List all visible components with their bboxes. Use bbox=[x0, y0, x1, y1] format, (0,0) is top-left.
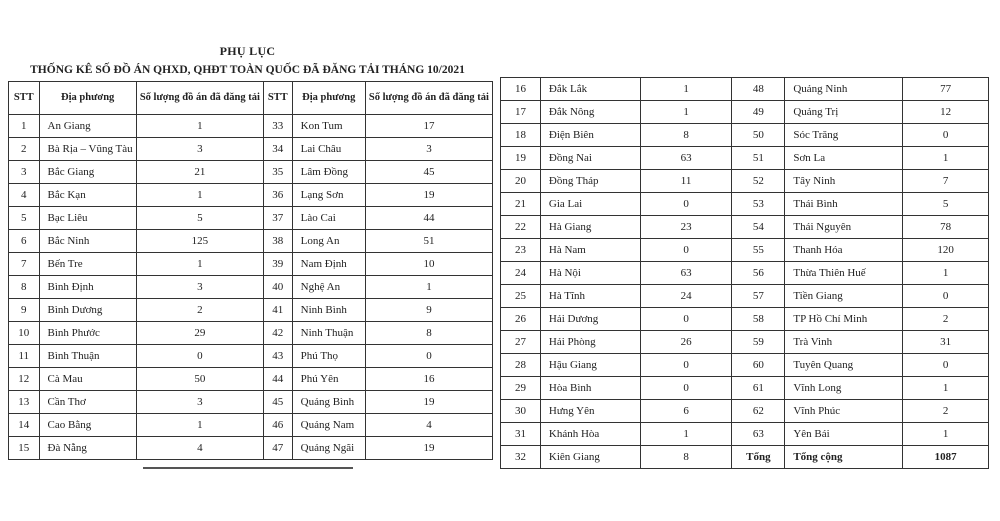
locality-cell: Bến Tre bbox=[39, 253, 136, 276]
count-cell: 1 bbox=[903, 423, 989, 446]
stt-cell: 5 bbox=[9, 207, 40, 230]
stt-cell: 41 bbox=[263, 299, 292, 322]
count-cell: 4 bbox=[136, 437, 263, 460]
count-cell: 7 bbox=[903, 170, 989, 193]
locality-cell: Thái Nguyên bbox=[785, 216, 903, 239]
count-cell: 78 bbox=[903, 216, 989, 239]
locality-cell: Quảng Nam bbox=[292, 414, 365, 437]
count-cell: 29 bbox=[136, 322, 263, 345]
stt-cell: 48 bbox=[732, 78, 785, 101]
locality-cell: Phú Yên bbox=[292, 368, 365, 391]
locality-cell: Hòa Bình bbox=[540, 377, 640, 400]
stt-cell: 57 bbox=[732, 285, 785, 308]
total-value-cell: 1087 bbox=[903, 446, 989, 469]
table-row bbox=[9, 345, 493, 368]
table-row bbox=[501, 101, 989, 124]
count-cell: 3 bbox=[136, 391, 263, 414]
locality-cell: Bình Thuận bbox=[39, 345, 136, 368]
count-cell: 0 bbox=[136, 345, 263, 368]
count-cell: 0 bbox=[640, 193, 732, 216]
table-row bbox=[9, 161, 493, 184]
count-cell: 44 bbox=[365, 207, 492, 230]
count-cell: 0 bbox=[640, 377, 732, 400]
count-cell: 1 bbox=[903, 377, 989, 400]
count-cell: 19 bbox=[365, 391, 492, 414]
locality-cell: Điện Biên bbox=[540, 124, 640, 147]
scan-artifact bbox=[143, 467, 353, 469]
stt-cell: 44 bbox=[263, 368, 292, 391]
stt-cell: 18 bbox=[501, 124, 541, 147]
locality-cell: Lào Cai bbox=[292, 207, 365, 230]
stt-cell: 3 bbox=[9, 161, 40, 184]
stt-cell: 39 bbox=[263, 253, 292, 276]
stt-cell: 1 bbox=[9, 115, 40, 138]
count-cell: 1 bbox=[640, 101, 732, 124]
count-cell: 1 bbox=[136, 115, 263, 138]
stt-cell: 42 bbox=[263, 322, 292, 345]
table-header-row bbox=[9, 82, 493, 115]
stt-cell: 16 bbox=[501, 78, 541, 101]
locality-cell: Lạng Sơn bbox=[292, 184, 365, 207]
count-cell: 120 bbox=[903, 239, 989, 262]
stt-cell: 53 bbox=[732, 193, 785, 216]
table-row bbox=[9, 115, 493, 138]
stt-cell: 58 bbox=[732, 308, 785, 331]
locality-cell: Khánh Hòa bbox=[540, 423, 640, 446]
locality-cell: Đắk Nông bbox=[540, 101, 640, 124]
stt-cell: 30 bbox=[501, 400, 541, 423]
stt-cell: 49 bbox=[732, 101, 785, 124]
stt-cell: 34 bbox=[263, 138, 292, 161]
table-row bbox=[501, 78, 989, 101]
stt-cell: 45 bbox=[263, 391, 292, 414]
count-cell: 0 bbox=[640, 354, 732, 377]
count-cell: 6 bbox=[640, 400, 732, 423]
locality-cell: Tây Ninh bbox=[785, 170, 903, 193]
stt-cell: 63 bbox=[732, 423, 785, 446]
stt-cell: 2 bbox=[9, 138, 40, 161]
locality-cell: Cần Thơ bbox=[39, 391, 136, 414]
locality-cell: Hà Nội bbox=[540, 262, 640, 285]
table-row bbox=[501, 216, 989, 239]
count-cell: 12 bbox=[903, 101, 989, 124]
locality-cell: Bình Phước bbox=[39, 322, 136, 345]
table-row bbox=[501, 239, 989, 262]
locality-cell: Cà Mau bbox=[39, 368, 136, 391]
total-name-cell: Tổng cộng bbox=[785, 446, 903, 469]
table-row bbox=[501, 124, 989, 147]
stt-cell: 36 bbox=[263, 184, 292, 207]
stt-cell: 47 bbox=[263, 437, 292, 460]
locality-cell: Trà Vinh bbox=[785, 331, 903, 354]
stt-cell: 55 bbox=[732, 239, 785, 262]
appendix-title: PHỤ LỤC bbox=[219, 44, 276, 58]
count-cell: 8 bbox=[640, 124, 732, 147]
stt-cell: 4 bbox=[9, 184, 40, 207]
locality-cell: Sóc Trăng bbox=[785, 124, 903, 147]
locality-cell: Đồng Tháp bbox=[540, 170, 640, 193]
locality-cell: Nam Định bbox=[292, 253, 365, 276]
stt-cell: 10 bbox=[9, 322, 40, 345]
count-cell: 31 bbox=[903, 331, 989, 354]
table-row bbox=[9, 414, 493, 437]
locality-cell: Lai Châu bbox=[292, 138, 365, 161]
stt-cell: 8 bbox=[9, 276, 40, 299]
locality-cell: Bình Dương bbox=[39, 299, 136, 322]
locality-cell: Ninh Bình bbox=[292, 299, 365, 322]
stt-cell: 9 bbox=[9, 299, 40, 322]
count-cell: 1 bbox=[365, 276, 492, 299]
locality-cell: Vĩnh Long bbox=[785, 377, 903, 400]
table-row bbox=[9, 207, 493, 230]
table-row bbox=[9, 253, 493, 276]
count-cell: 45 bbox=[365, 161, 492, 184]
locality-cell: Sơn La bbox=[785, 147, 903, 170]
total-row bbox=[501, 446, 989, 469]
locality-cell: Nghệ An bbox=[292, 276, 365, 299]
table-row bbox=[501, 354, 989, 377]
count-cell: 17 bbox=[365, 115, 492, 138]
locality-cell: Vĩnh Phúc bbox=[785, 400, 903, 423]
table-row bbox=[501, 377, 989, 400]
locality-cell: Quảng Trị bbox=[785, 101, 903, 124]
stt-cell: 15 bbox=[9, 437, 40, 460]
stt-cell: 33 bbox=[263, 115, 292, 138]
table-row bbox=[501, 285, 989, 308]
stt-cell: 22 bbox=[501, 216, 541, 239]
stt-cell: 14 bbox=[9, 414, 40, 437]
locality-cell: Quảng Ninh bbox=[785, 78, 903, 101]
count-cell: 1 bbox=[136, 253, 263, 276]
locality-cell: Bắc Ninh bbox=[39, 230, 136, 253]
count-cell: 21 bbox=[136, 161, 263, 184]
table-row bbox=[501, 400, 989, 423]
count-cell: 8 bbox=[640, 446, 732, 469]
stt-cell: 24 bbox=[501, 262, 541, 285]
stt-cell: 20 bbox=[501, 170, 541, 193]
table-row bbox=[501, 193, 989, 216]
locality-cell: Thanh Hóa bbox=[785, 239, 903, 262]
stt-cell: 52 bbox=[732, 170, 785, 193]
stt-cell: 19 bbox=[501, 147, 541, 170]
table-row bbox=[9, 391, 493, 414]
locality-cell: Hải Phòng bbox=[540, 331, 640, 354]
header-stt: STT bbox=[9, 82, 40, 115]
locality-cell: Quảng Bình bbox=[292, 391, 365, 414]
locality-cell: Hà Giang bbox=[540, 216, 640, 239]
count-cell: 1 bbox=[640, 423, 732, 446]
locality-cell: Kiên Giang bbox=[540, 446, 640, 469]
table-row bbox=[9, 299, 493, 322]
count-cell: 0 bbox=[640, 239, 732, 262]
stt-cell: 6 bbox=[9, 230, 40, 253]
count-cell: 5 bbox=[903, 193, 989, 216]
locality-cell: Ninh Thuận bbox=[292, 322, 365, 345]
stt-cell: 27 bbox=[501, 331, 541, 354]
stt-cell: 32 bbox=[501, 446, 541, 469]
locality-cell: Thừa Thiên Huế bbox=[785, 262, 903, 285]
table-row bbox=[501, 423, 989, 446]
locality-cell: Quảng Ngãi bbox=[292, 437, 365, 460]
count-cell: 16 bbox=[365, 368, 492, 391]
stt-cell: 37 bbox=[263, 207, 292, 230]
stt-cell: 59 bbox=[732, 331, 785, 354]
count-cell: 2 bbox=[136, 299, 263, 322]
stt-cell: 29 bbox=[501, 377, 541, 400]
count-cell: 63 bbox=[640, 147, 732, 170]
locality-cell: Bạc Liêu bbox=[39, 207, 136, 230]
stt-cell: 62 bbox=[732, 400, 785, 423]
count-cell: 3 bbox=[136, 276, 263, 299]
locality-cell: Lâm Đồng bbox=[292, 161, 365, 184]
stt-cell: 38 bbox=[263, 230, 292, 253]
count-cell: 3 bbox=[136, 138, 263, 161]
table-row bbox=[9, 437, 493, 460]
count-cell: 125 bbox=[136, 230, 263, 253]
stt-cell: 56 bbox=[732, 262, 785, 285]
count-cell: 1 bbox=[903, 262, 989, 285]
count-cell: 1 bbox=[640, 78, 732, 101]
table-row bbox=[501, 147, 989, 170]
stt-cell: 60 bbox=[732, 354, 785, 377]
statistics-table-right bbox=[500, 77, 989, 469]
appendix-subtitle: THỐNG KÊ SỐ ĐỒ ÁN QHXD, QHĐT TOÀN QUỐC ĐÃ ĐĂNG TẢI THÁNG 10/2021 bbox=[30, 64, 465, 76]
stt-cell: 35 bbox=[263, 161, 292, 184]
count-cell: 0 bbox=[640, 308, 732, 331]
count-cell: 24 bbox=[640, 285, 732, 308]
count-cell: 1 bbox=[136, 184, 263, 207]
header-locality: Địa phương bbox=[39, 82, 136, 115]
count-cell: 19 bbox=[365, 184, 492, 207]
stt-cell: 40 bbox=[263, 276, 292, 299]
locality-cell: Hà Tĩnh bbox=[540, 285, 640, 308]
count-cell: 5 bbox=[136, 207, 263, 230]
header-count: Số lượng đồ án đã đăng tải bbox=[365, 82, 492, 115]
table-row bbox=[9, 276, 493, 299]
count-cell: 2 bbox=[903, 400, 989, 423]
stt-cell: 50 bbox=[732, 124, 785, 147]
header-count: Số lượng đồ án đã đăng tải bbox=[136, 82, 263, 115]
locality-cell: Hải Dương bbox=[540, 308, 640, 331]
count-cell: 0 bbox=[903, 124, 989, 147]
stt-cell: 11 bbox=[9, 345, 40, 368]
stt-cell: 23 bbox=[501, 239, 541, 262]
table-row bbox=[501, 262, 989, 285]
locality-cell: Cao Bằng bbox=[39, 414, 136, 437]
table-row bbox=[9, 322, 493, 345]
count-cell: 77 bbox=[903, 78, 989, 101]
count-cell: 2 bbox=[903, 308, 989, 331]
stt-cell: 61 bbox=[732, 377, 785, 400]
statistics-table-left bbox=[8, 81, 493, 460]
locality-cell: Hưng Yên bbox=[540, 400, 640, 423]
locality-cell: Kon Tum bbox=[292, 115, 365, 138]
count-cell: 51 bbox=[365, 230, 492, 253]
count-cell: 1 bbox=[903, 147, 989, 170]
count-cell: 11 bbox=[640, 170, 732, 193]
stt-cell: 28 bbox=[501, 354, 541, 377]
stt-cell: 54 bbox=[732, 216, 785, 239]
count-cell: 8 bbox=[365, 322, 492, 345]
locality-cell: Gia Lai bbox=[540, 193, 640, 216]
count-cell: 1 bbox=[136, 414, 263, 437]
count-cell: 63 bbox=[640, 262, 732, 285]
locality-cell: TP Hồ Chí Minh bbox=[785, 308, 903, 331]
locality-cell: Bình Định bbox=[39, 276, 136, 299]
locality-cell: Hậu Giang bbox=[540, 354, 640, 377]
table-row bbox=[9, 230, 493, 253]
table-row bbox=[9, 138, 493, 161]
locality-cell: Long An bbox=[292, 230, 365, 253]
table-row bbox=[501, 331, 989, 354]
locality-cell: Thái Bình bbox=[785, 193, 903, 216]
count-cell: 23 bbox=[640, 216, 732, 239]
count-cell: 50 bbox=[136, 368, 263, 391]
stt-cell: 26 bbox=[501, 308, 541, 331]
count-cell: 4 bbox=[365, 414, 492, 437]
locality-cell: Đắk Lắk bbox=[540, 78, 640, 101]
locality-cell: Bắc Kạn bbox=[39, 184, 136, 207]
count-cell: 3 bbox=[365, 138, 492, 161]
stt-cell: 17 bbox=[501, 101, 541, 124]
locality-cell: Yên Bái bbox=[785, 423, 903, 446]
table-row bbox=[501, 170, 989, 193]
stt-cell: 43 bbox=[263, 345, 292, 368]
stt-cell: 25 bbox=[501, 285, 541, 308]
locality-cell: Tiền Giang bbox=[785, 285, 903, 308]
stt-cell: 51 bbox=[732, 147, 785, 170]
table-row bbox=[9, 184, 493, 207]
count-cell: 10 bbox=[365, 253, 492, 276]
header-locality: Địa phương bbox=[292, 82, 365, 115]
count-cell: 26 bbox=[640, 331, 732, 354]
locality-cell: Tuyên Quang bbox=[785, 354, 903, 377]
locality-cell: Hà Nam bbox=[540, 239, 640, 262]
locality-cell: Đồng Nai bbox=[540, 147, 640, 170]
table-row bbox=[501, 308, 989, 331]
count-cell: 0 bbox=[903, 354, 989, 377]
locality-cell: An Giang bbox=[39, 115, 136, 138]
stt-cell: 21 bbox=[501, 193, 541, 216]
total-label-cell: Tổng bbox=[732, 446, 785, 469]
table-row bbox=[9, 368, 493, 391]
locality-cell: Bà Rịa – Vũng Tàu bbox=[39, 138, 136, 161]
stt-cell: 46 bbox=[263, 414, 292, 437]
stt-cell: 7 bbox=[9, 253, 40, 276]
header-stt: STT bbox=[263, 82, 292, 115]
count-cell: 0 bbox=[903, 285, 989, 308]
count-cell: 0 bbox=[365, 345, 492, 368]
stt-cell: 13 bbox=[9, 391, 40, 414]
locality-cell: Đà Nẵng bbox=[39, 437, 136, 460]
stt-cell: 12 bbox=[9, 368, 40, 391]
count-cell: 19 bbox=[365, 437, 492, 460]
stt-cell: 31 bbox=[501, 423, 541, 446]
count-cell: 9 bbox=[365, 299, 492, 322]
locality-cell: Bắc Giang bbox=[39, 161, 136, 184]
locality-cell: Phú Thọ bbox=[292, 345, 365, 368]
